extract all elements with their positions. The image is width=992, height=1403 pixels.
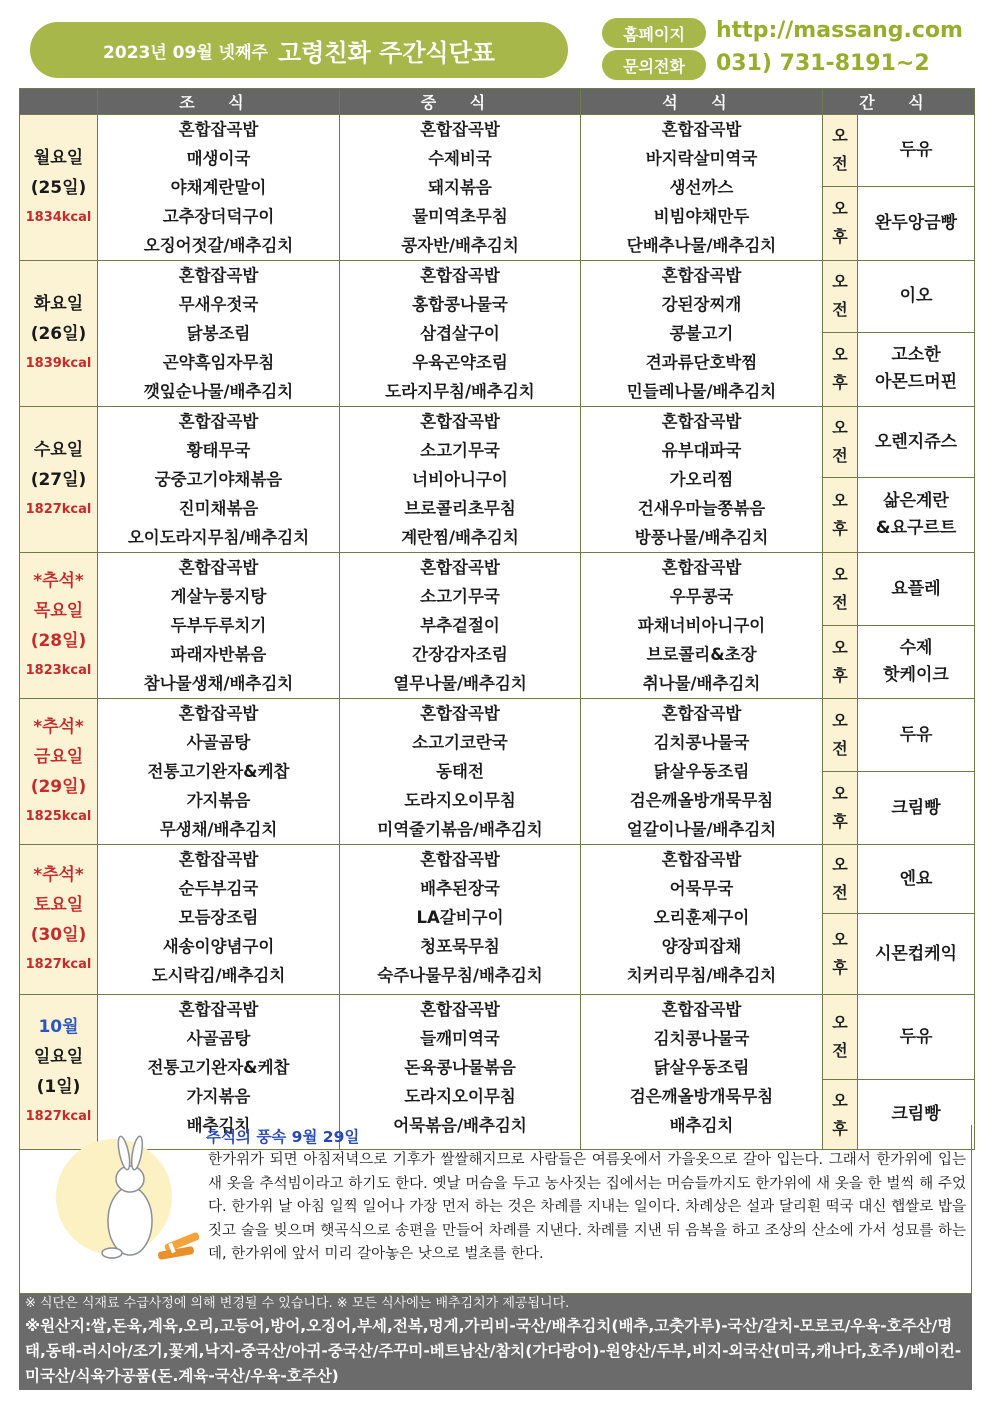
menu-item: 혼합잡곡밥 [420,266,500,285]
menu-item: 두부두루치기 [170,616,267,635]
day-note: *추석* [33,570,84,591]
am-char: 오 [832,1013,848,1032]
day-row [20,845,975,914]
menu-item: 황태무국 [186,441,251,460]
menu-item: 배추된장국 [420,879,500,898]
snack-pm-cell [858,186,975,260]
header-day [20,89,98,115]
day-date: (28일) [30,630,87,651]
snack-item: 완두앙금빵 [874,212,958,233]
menu-item: 치커리무침/배추김치 [626,966,777,985]
pm-char: 오 [832,345,848,365]
menu-item: 가지볶음 [186,1087,251,1106]
am-label [823,845,858,914]
snack-item: 삶은계란 [883,491,949,512]
menu-item: 닭봉조림 [186,324,251,343]
day-name: 토요일 [33,894,84,915]
snack-item: &요구르트 [875,518,957,539]
menu-item: 게살누룽지탕 [170,587,267,606]
snack-item: 핫케이크 [883,665,949,685]
menu-item: 진미채볶음 [178,499,259,518]
menu-item: 도라지오이무침 [404,1087,516,1106]
menu-item: 혼합잡곡밥 [420,850,500,869]
dinner-cell [581,553,823,699]
story-title: 추석의 풍속 9월 29일 [206,1128,360,1146]
menu-item: 동태전 [436,762,484,781]
menu-item: 혼합잡곡밥 [178,850,259,869]
breakfast-cell [98,115,340,261]
day-name: 일요일 [33,1047,84,1067]
day-note: *추석* [33,716,84,737]
menu-item: 들깨미역국 [420,1029,500,1048]
menu-item: 강된장찌개 [661,295,742,314]
lunch-cell [340,407,581,553]
menu-item: 혼합잡곡밥 [178,412,259,431]
snack-item: 엔요 [899,868,933,889]
pm-char: 오 [832,199,848,219]
menu-item: 소고기무국 [420,587,500,606]
menu-item: 김치콩나물국 [653,733,750,752]
pm-char: 오 [832,1090,848,1110]
origin-info: ※원산지:쌀,돈육,계육,오리,고등어,방어,오징어,부세,전복,멍게,가리비-국산/배추김치(배추,고춧가루)-국산/갈치-모로코/우육-호주산/명태,동태-러시아/조기,꽃게,낙지-중국산/아귀-중국산/주꾸미-베트남산/참치(가다랑어)-원양산/두부,비지-외국산(미국,캐나다,호주)/베이컨-미국산/식육가공품(돈.계육-국산/우육-호주산) [25,1317,962,1385]
am-char: 전 [832,1041,848,1060]
menu-item: 혼합잡곡밥 [661,412,742,431]
snack-item: 두유 [899,1026,933,1047]
pm-label [823,772,858,845]
menu-item: 돈육콩나물볶음 [404,1058,516,1077]
header-dinner: 석 식 [581,89,823,115]
menu-item: 순두부김국 [178,879,259,898]
menu-item: 고추장더덕구이 [162,207,275,226]
day-name: 금요일 [33,746,84,767]
day-cell [20,261,98,407]
phone-number: 031) 731-8191~2 [716,51,930,76]
am-char: 전 [832,593,848,612]
lunch-cell [340,699,581,845]
day-row [20,995,975,1080]
menu-item: 생선까스 [669,178,734,197]
am-char: 오 [832,418,848,438]
menu-item: 배추김치 [669,1116,734,1135]
menu-item: 새송이양념구이 [162,937,275,956]
menu-item: 전통고기완자&케찹 [147,1058,290,1077]
day-note: 10월 [38,1017,79,1037]
pm-char: 후 [832,373,848,393]
snack-item: 크림빵 [891,1104,941,1124]
menu-item: 혼합잡곡밥 [420,704,500,723]
menu-item: 소고기코란국 [412,733,508,752]
homepage-link[interactable]: http://massang.com [716,18,963,43]
menu-item: 우무콩국 [669,587,734,606]
breakfast-cell [98,845,340,995]
menu-item: 혼합잡곡밥 [178,558,259,577]
header-lunch: 중 식 [340,89,581,115]
day-kcal: 1827kcal [25,1109,92,1124]
menu-item: 파채너비아니구이 [637,616,766,635]
snack-am-cell [858,115,975,187]
menu-item: 혼합잡곡밥 [420,120,500,139]
menu-item: 혼합잡곡밥 [178,704,259,723]
menu-item: 파래자반볶음 [170,645,267,664]
pm-char: 후 [832,519,848,539]
snack-item: 크림빵 [891,797,941,818]
menu-item: 삼겹살구이 [420,324,500,343]
day-row [20,407,975,478]
snack-item: 아몬드머핀 [874,372,958,393]
homepage-label: 홈페이지 [602,18,706,48]
menu-item: 혼합잡곡밥 [178,120,259,139]
snack-am-cell [858,699,975,772]
day-cell [20,553,98,699]
menu-item: 사골곰탕 [186,1029,251,1048]
pm-label [823,332,858,406]
menu-item: 닭살우동조림 [653,1058,750,1077]
menu-item: 깻잎순나물/배추김치 [143,382,294,401]
menu-item: 콩불고기 [669,324,734,343]
menu-item: 무새우젓국 [178,295,259,314]
breakfast-cell [98,553,340,699]
am-char: 전 [832,300,848,320]
menu-item: 청포묵무침 [420,937,500,956]
menu-item: 건새우마늘쫑볶음 [637,499,766,518]
day-cell [20,845,98,995]
day-kcal: 1823kcal [25,662,92,678]
menu-item: 참나물생채/배추김치 [143,674,294,693]
am-char: 오 [832,711,848,730]
am-label [823,699,858,772]
am-char: 전 [832,883,848,902]
pm-char: 후 [832,1118,848,1138]
menu-item: 오리훈제구이 [653,908,750,927]
day-date: (29일) [30,776,87,797]
header-snack: 간 식 [823,89,975,115]
chuseok-story [19,1125,972,1294]
pm-char: 후 [832,666,848,685]
snack-am-cell [858,995,975,1080]
snack-item: 고소한 [891,345,941,366]
menu-item: 혼합잡곡밥 [661,266,742,285]
am-char: 오 [832,855,848,874]
snack-pm-cell [858,626,975,699]
menu-item: LA갈비구이 [416,908,504,927]
snack-item: 수제 [899,638,933,658]
menu-item: 브로콜리초무침 [404,499,516,518]
day-name: 목요일 [33,600,84,621]
am-label [823,407,858,478]
menu-item: 소고기무국 [420,441,500,460]
menu-item: 물미역초무침 [412,207,508,226]
am-label [823,995,858,1080]
menu-item: 혼합잡곡밥 [661,120,742,139]
day-cell [20,407,98,553]
am-char: 전 [832,154,848,174]
menu-item: 모듬장조림 [178,908,259,927]
menu-item: 혼합잡곡밥 [178,1000,259,1019]
dinner-cell [581,699,823,845]
pm-label [823,186,858,260]
pm-char: 후 [832,227,848,247]
snack-pm-cell [858,772,975,845]
day-kcal: 1827kcal [25,501,92,517]
menu-item: 숙주나물무침/배추김치 [377,966,543,985]
day-kcal: 1834kcal [25,209,92,225]
day-kcal: 1825kcal [25,808,92,824]
snack-item: 오렌지쥬스 [874,431,958,452]
menu-item: 견과류단호박찜 [645,353,758,372]
table-header-row [20,89,975,115]
menu-item: 홍합콩나물국 [412,295,508,314]
am-char: 오 [832,126,848,146]
day-name: 월요일 [33,147,84,168]
breakfast-cell [98,407,340,553]
title-banner [30,22,568,78]
header-breakfast: 조 식 [98,89,340,115]
day-kcal: 1839kcal [25,355,92,371]
phone-label: 문의전화 [602,50,706,80]
menu-item: 가지볶음 [186,791,251,810]
pm-label [823,626,858,699]
menu-item: 얼갈이나물/배추김치 [626,820,777,839]
pm-char: 오 [832,784,848,803]
lunch-cell [340,261,581,407]
story-body: 한가위가 되면 아침저녁으로 기후가 쌀쌀해지므로 사람들은 여름옷에서 가을옷으로 갈아 입는다. 그래서 한가위에 입는 새 옷을 추석빔이라고 하기도 한다. 옛날 머슴을 두고 농사짓는 집에서는 머슴들까지도 한가위에 새 옷을 한 벌씩 해 주었다. 한가위 날 아침 일찍 일어나 가장 먼저 하는 것은 차례를 지내는 일이다. 차례상은 설과 달리흰 떡국 대신 햅쌀로 밥을 짓고 술을 빚으며 햇곡식으로 송편을 만들어 차례를 지낸다. 차례를 지낸 뒤 음복을 하고 조상의 산소에 가서 성묘를 하는데, 한가위에 앞서 미리 갈아놓은 낫으로 벌초를 한다. [208,1152,966,1262]
snack-pm-cell [858,478,975,553]
menu-item: 양장피잡채 [661,937,742,956]
menu-item: 도라지오이무침 [404,791,516,810]
day-date: (1일) [36,1077,81,1097]
menu-item: 혼합잡곡밥 [420,558,500,577]
menu-item: 혼합잡곡밥 [420,1000,500,1019]
breakfast-cell [98,261,340,407]
day-cell [20,115,98,261]
menu-item: 김치콩나물국 [653,1029,750,1048]
menu-item: 배추김치 [186,1116,251,1135]
menu-item: 유부대파국 [661,441,742,460]
menu-item: 곤약흑임자무침 [162,353,275,372]
menu-item: 방풍나물/배추김치 [634,528,769,547]
day-note: *추석* [33,864,84,885]
menu-item: 혼합잡곡밥 [661,1000,742,1019]
snack-item: 시몬컵케익 [874,943,958,964]
menu-item: 혼합잡곡밥 [420,412,500,431]
lunch-cell [340,845,581,995]
snack-pm-cell [858,332,975,406]
menu-item: 바지락살미역국 [645,149,758,168]
menu-item: 도라지무침/배추김치 [385,382,535,401]
menu-item: 닭살우동조림 [653,762,750,781]
day-cell [20,699,98,845]
menu-item: 비빔야채만두 [653,207,750,226]
day-name: 수요일 [33,439,84,460]
am-label [823,261,858,333]
weekly-menu-table [19,88,975,1150]
menu-item: 전통고기완자&케찹 [147,762,290,781]
snack-item: 두유 [899,724,933,745]
dinner-cell [581,115,823,261]
am-char: 오 [832,272,848,292]
pm-char: 후 [832,958,848,977]
menu-item: 매생이국 [186,149,251,168]
menu-item: 혼합잡곡밥 [661,558,742,577]
menu-item: 혼합잡곡밥 [661,850,742,869]
songpyeon-icon [158,1232,201,1261]
menu-item: 우육곤약조림 [412,353,508,372]
menu-item: 미역줄기볶음/배추김치 [377,820,543,839]
am-char: 전 [832,446,848,466]
notice-line: ※ 식단은 식재료 수급사정에 의해 변경될 수 있습니다. ※ 모든 식사에는 배추김치가 제공됩니다. [25,1296,570,1311]
menu-item: 어묵볶음/배추김치 [393,1116,527,1135]
lunch-cell [340,115,581,261]
lunch-cell [340,553,581,699]
pm-label [823,478,858,553]
menu-item: 너비아니구이 [412,470,508,489]
snack-item: 두유 [899,139,933,160]
snack-am-cell [858,553,975,626]
page-title: 고령친화 주간식단표 [277,38,495,67]
menu-item: 어묵무국 [669,879,734,898]
day-row [20,261,975,333]
snack-item: 이오 [899,285,933,306]
snack-am-cell [858,407,975,478]
menu-item: 단배추나물/배추김치 [626,236,777,255]
menu-item: 검은깨올방개묵무침 [629,1087,774,1106]
menu-item: 사골곰탕 [186,733,251,752]
dinner-cell [581,261,823,407]
day-row [20,699,975,772]
menu-item: 간장감자조림 [412,645,508,664]
menu-item: 검은깨올방개묵무침 [629,791,774,810]
menu-item: 열무나물/배추김치 [393,674,527,693]
menu-item: 오징어젓갈/배추김치 [143,236,294,255]
pm-char: 오 [832,491,848,511]
menu-item: 가오리찜 [669,470,734,489]
breakfast-cell [98,699,340,845]
snack-am-cell [858,261,975,333]
day-kcal: 1827kcal [25,956,92,972]
menu-item: 혼합잡곡밥 [661,704,742,723]
menu-item: 돼지볶음 [428,178,492,197]
day-date: (27일) [30,469,87,490]
day-date: (25일) [30,177,87,198]
day-date: (30일) [30,924,87,945]
dinner-cell [581,845,823,995]
menu-item: 궁중고기야채볶음 [154,470,283,489]
day-row [20,553,975,626]
menu-item: 민들레나물/배추김치 [626,382,777,401]
pm-label [823,914,858,995]
pm-char: 오 [832,638,848,657]
title-week: 2023년 09월 넷째주 [103,42,268,63]
moon-rabbit-illustration [42,1135,212,1275]
am-char: 오 [832,565,848,584]
pm-char: 후 [832,812,848,831]
menu-item: 수제비국 [428,149,492,168]
menu-item: 취나물/배추김치 [642,674,761,693]
snack-item: 요플레 [891,578,941,599]
day-date: (26일) [30,323,87,344]
menu-item: 콩자반/배추김치 [401,236,519,255]
menu-item: 브로콜리&초장 [646,645,757,664]
notice-box [19,1294,972,1390]
snack-pm-cell [858,914,975,995]
day-row [20,115,975,187]
menu-item: 부추겉절이 [420,616,500,635]
dinner-cell [581,407,823,553]
day-name: 화요일 [33,293,84,314]
menu-item: 혼합잡곡밥 [178,266,259,285]
snack-am-cell [858,845,975,914]
pm-char: 오 [832,930,848,949]
menu-item: 오이도라지무침/배추김치 [127,528,310,547]
menu-item: 야채계란말이 [170,178,267,197]
am-label [823,553,858,626]
am-label [823,115,858,187]
menu-item: 무생채/배추김치 [159,820,278,839]
am-char: 전 [832,739,848,758]
menu-item: 도시락김/배추김치 [151,966,286,985]
menu-item: 계란찜/배추김치 [401,528,519,547]
